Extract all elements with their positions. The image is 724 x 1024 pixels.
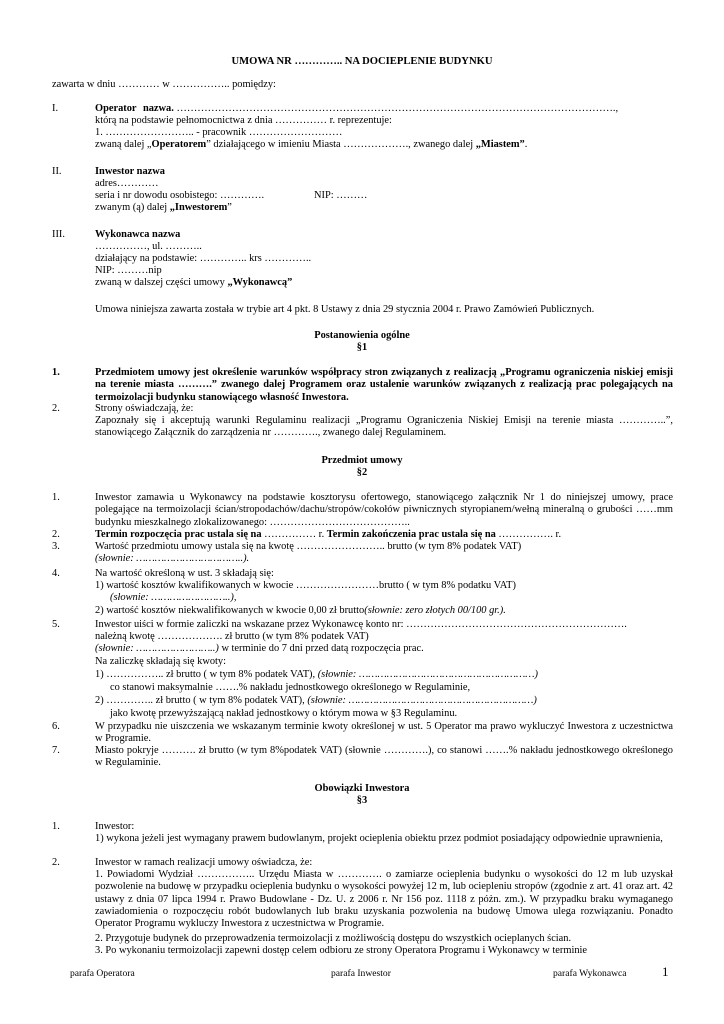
- section-3-title: Obowiązki Inwestora: [314, 783, 410, 794]
- page-number: 1: [662, 964, 669, 979]
- inwestor-term: „Inwestorem: [169, 202, 228, 213]
- intro-line: zawarta w dniu ………… w …………….. pomiędzy:: [52, 79, 276, 90]
- text-span: ” działającego w imieniu Miasta ………………., zwanego dalej: [206, 139, 476, 150]
- party-2-nip: NIP: ………: [314, 190, 368, 201]
- party-3-basis: działający na podstawie: ………….. krs …………..: [95, 253, 312, 264]
- s2-p5-line-6: co stanowi maksymalnie …….% nakładu jednostkowego określonego w Regulaminie,: [110, 682, 471, 693]
- legal-basis: Umowa niniejsza zawarta została w trybie art 4 pkt. 8 Ustawy z dnia 29 stycznia 2004 r. Prawo Zamówień Publicznych.: [95, 304, 595, 315]
- party-1-line-1: [95, 103, 618, 115]
- s2-p5-line-1: Inwestor uiści w formie zaliczki na wskazane przez Wykonawcę konto nr: ……………………………………………………….: [95, 619, 627, 630]
- s2-p5-line-5: [95, 669, 538, 681]
- s2-p4-line-2: 1) wartość kosztów kwalifikowanych w kwocie ……………………brutto ( w tym 8% podatku VAT): [95, 580, 516, 591]
- s2-p4-line-3: (słownie: ……………………..),: [110, 592, 237, 603]
- s1-p2-line-1: Strony oświadczają, że:: [95, 403, 194, 414]
- text-span: Termin zakończenia prac ustala się na: [326, 529, 496, 540]
- s2-p7-text: Miasto pokryje ………. zł brutto (w tym 8%podatek VAT) (słownie ………….), co stanowi …….% nakładu jednostkowego określonego w Regulaminie.: [95, 745, 673, 769]
- s3-p2-item-1: 1. Powiadomi Wydział …………….. Urzędu Miasta w …………. o zamiarze ocieplenia budynku o wysokości do 12 m lub uzyskał pozwolenie na budowę w przypadku ocieplenia budynku o wysokości powyżej 12 m, lub ociepleniu stropów (zgodnie z art. 41 oraz art. 42 ustawy z dnia 07 lipca 1994 r. Prawo Budowlane - Dz. U. z 2006 r. Nr 156 poz. 1118 z póżn. zm.). W przypadku braku wymaganego zawiadomienia o rozpoczęciu robót budowlanych lub braku uzyskania pozwolenia na budowę Umowa ulega rozwiązaniu. Ponadto Operator Programu wykluczy Inwestora z uczestnictwa w Programie.: [95, 869, 673, 930]
- s2-p7-number: 7.: [52, 745, 60, 756]
- text-span: (słownie: ……………………………………………………): [307, 695, 537, 706]
- s2-p3-number: 3.: [52, 541, 60, 552]
- s2-p3-text: Wartość przedmiotu umowy ustala się na kwotę …………………….. brutto (w tym 8% podatek VAT): [95, 541, 522, 552]
- footer-investor-initials: parafa Inwestor: [331, 968, 391, 979]
- s3-p1-number: 1.: [52, 821, 60, 832]
- section-1-title: Postanowienia ogólne: [314, 330, 410, 341]
- s2-p5-number: 5.: [52, 619, 60, 630]
- s2-p5-line-4: Na zaliczkę składają się kwoty:: [95, 656, 226, 667]
- party-1-name: Operator nazwa.: [95, 103, 174, 114]
- s1-p2-number: 2.: [52, 403, 60, 414]
- s2-p5-line-2: należną kwotę ………………. zł brutto (w tym 8% podatek VAT): [95, 631, 369, 642]
- party-1-line-2: którą na podstawie pełnomocnictwa z dnia …………… r. reprezentuje:: [95, 115, 392, 126]
- text-span: zwanym (ą) dalej: [95, 202, 170, 213]
- s2-p5-line-7: [95, 695, 537, 707]
- text-span: ”: [227, 202, 232, 213]
- text-span: (słownie: …………………………………………………): [317, 669, 538, 680]
- text-span: zwaną dalej „: [95, 139, 152, 150]
- text-span: ……………. r.: [495, 529, 562, 540]
- s3-p2-line-1: Inwestor w ramach realizacji umowy oświadcza, że:: [95, 857, 313, 868]
- s2-p5-line-3: [95, 643, 424, 655]
- footer-operator-initials: parafa Operatora: [70, 968, 135, 979]
- party-3-nip: NIP: ………nip: [95, 265, 162, 276]
- party-1-dots: ……………………………………………………………………………………………………………….,: [176, 103, 619, 114]
- s2-p6-number: 6.: [52, 721, 60, 732]
- party-2-name: Inwestor nazwa: [95, 166, 165, 177]
- s2-p1-number: 1.: [52, 492, 60, 503]
- document-title: UMOWA NR ………….. NA DOCIEPLENIE BUDYNKU: [231, 56, 493, 67]
- s2-p4-number: 4.: [52, 568, 60, 579]
- party-3-number: III.: [52, 229, 65, 240]
- wykonawca-term: „Wykonawcą”: [227, 277, 293, 288]
- text-span: …………… r.: [261, 529, 327, 540]
- party-1-line-4: [95, 139, 527, 151]
- section-2-title: Przedmiot umowy: [321, 455, 403, 466]
- s2-p3-words: (słownie: ……………………………..).: [95, 553, 250, 564]
- party-3-line-5: [95, 277, 292, 289]
- party-2-id: seria i nr dowodu osobistego: ………….: [95, 190, 265, 201]
- miasto-term: „Miastem”: [475, 139, 525, 150]
- party-1-number: I.: [52, 103, 59, 114]
- s2-p4-line-4: [95, 605, 506, 617]
- s3-p2-number: 2.: [52, 857, 60, 868]
- party-2-line-4: [95, 202, 232, 214]
- text-span: 2) wartość kosztów niekwalifikowanych w kwocie 0,00 zł brutto: [95, 605, 365, 616]
- s1-p1-text: Przedmiotem umowy jest określenie warunków współpracy stron związanych z realizacją „Programu ograniczenia niskiej emisji na terenie miasta ……….” zwanego dalej Programem oraz ustalenie warunków związanych z realizacją prac polegających na termoizolacji budynku stanowiącego własność Inwestora.: [95, 367, 673, 403]
- text-span: .: [524, 139, 528, 150]
- text-span: 1) …………….. zł brutto ( w tym 8% podatek VAT),: [95, 669, 318, 680]
- text-span: (słownie: zero złotych 00/100 gr.).: [364, 605, 506, 616]
- s2-p6-text: W przypadku nie uiszczenia we wskazanym terminie kwoty określonej w ust. 5 Operator ma prawo wykluczyć Inwestora z uczestnictwa w Programie.: [95, 721, 673, 745]
- party-3-name: Wykonawca nazwa: [95, 229, 181, 240]
- s1-p2-text: Zapoznały się i akceptują warunki Regulaminu realizacji „Programu Ograniczenia Niskiej Emisji na terenie miasta …………..”, stanowiącego Załącznik do zarządzenia nr …………., zwanego dalej Regulaminem.: [95, 415, 673, 439]
- s2-p4-line-1: Na wartość określoną w ust. 3 składają się:: [95, 568, 274, 579]
- party-2-address: adres…………: [95, 178, 159, 189]
- operator-term: Operatorem: [151, 139, 207, 150]
- s3-p1-item-1: 1) wykona jeżeli jest wymagany prawem budowlanym, projekt ocieplenia obiektu przez podmiot posiadający odpowiednie uprawnienia,: [95, 833, 663, 844]
- text-span: zwaną w dalszej części umowy: [95, 277, 228, 288]
- section-3-symbol: §3: [356, 795, 368, 806]
- party-1-line-3: 1. …………………….. - pracownik ………………………: [95, 127, 343, 138]
- section-2-symbol: §2: [356, 467, 368, 478]
- s2-p1-text: Inwestor zamawia u Wykonawcy na podstawie kosztorysu ofertowego, stanowiącego załącznik Nr 1 do niniejszej umowy, prace polegające na termoizolacji ścian/stropodachów/dachu/stropów/cokołów piwnicznych styropianem/wełną mineralną o grubości ……mm budynku mieszkalnego zlokalizowanego: …………………………………..: [95, 492, 673, 528]
- text-span: 2) ………….. zł brutto ( w tym 8% podatek VAT),: [95, 695, 308, 706]
- s3-p1-line-1: Inwestor:: [95, 821, 135, 832]
- text-span: w terminie do 7 dni przed datą rozpoczęcia prac.: [218, 643, 424, 654]
- s2-p5-line-8: jako kwotę przewyższającą nakład jednostkowy o którym mowa w §3 Regulaminu.: [110, 708, 458, 719]
- s2-p2-number: 2.: [52, 529, 60, 540]
- text-span: Termin rozpoczęcia prac ustala się na: [95, 529, 262, 540]
- s2-p2-text: [95, 529, 561, 541]
- s3-p2-item-3: 3. Po wykonaniu termoizolacji zapewni dostęp celem odbioru ze strony Operatora Programu i Wykonawcy w terminie: [95, 945, 588, 956]
- s1-p1-number: 1.: [52, 367, 60, 378]
- text-span: (słownie: ……………………..): [95, 643, 219, 654]
- footer-contractor-initials: parafa Wykonawca: [553, 968, 627, 979]
- party-3-address: ……………, ul. ………..: [95, 241, 202, 252]
- party-2-number: II.: [52, 166, 62, 177]
- s3-p2-item-2: 2. Przygotuje budynek do przeprowadzenia termoizolacji z możliwością dostępu do wszystkich ocieplanych ścian.: [95, 933, 572, 944]
- section-1-symbol: §1: [356, 342, 368, 353]
